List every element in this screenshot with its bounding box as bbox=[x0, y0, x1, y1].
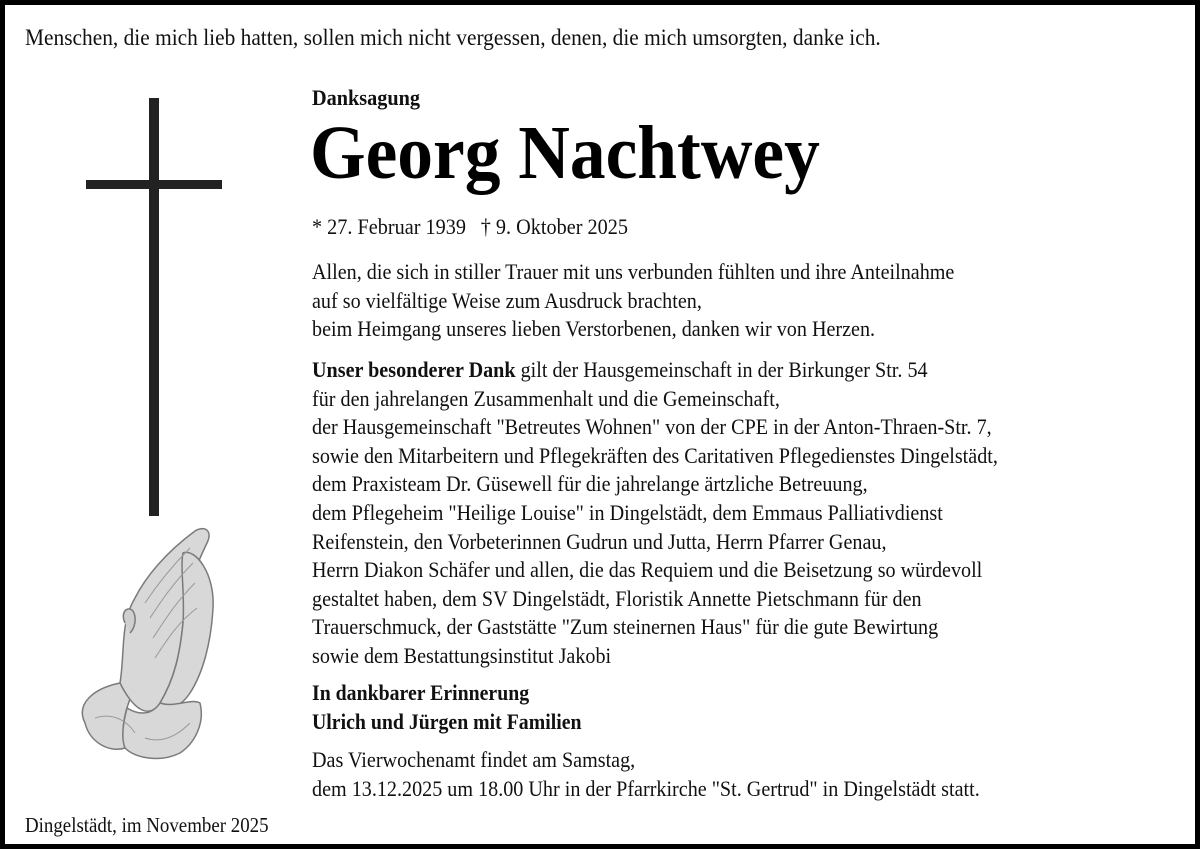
death-date: † 9. Oktober 2025 bbox=[480, 214, 629, 239]
paragraph-line: dem Pflegeheim "Heilige Louise" in Dingelstädt, dem Emmaus Palliativdienst bbox=[312, 499, 943, 525]
paragraph-line: sowie dem Bestattungsinstitut Jakobi bbox=[312, 642, 612, 668]
cross-icon-crossbar bbox=[86, 180, 222, 189]
paragraph-line: der Hausgemeinschaft "Betreutes Wohnen" von der CPE in der Anton-Thraen-Str. 7, bbox=[312, 414, 992, 440]
paragraph-line: dem Praxisteam Dr. Güsewell für die jahrelange ärtzliche Betreuung, bbox=[312, 471, 868, 497]
paragraph-line: auf so vielfältige Weise zum Ausdruck brachten, bbox=[312, 287, 702, 313]
thanks-paragraph bbox=[312, 258, 954, 344]
motto: Menschen, die mich lieb hatten, sollen mich nicht vergessen, denen, die mich umsorgten, danke ich. bbox=[25, 25, 881, 50]
life-dates bbox=[312, 214, 628, 240]
paragraph-line: beim Heimgang unseres lieben Verstorbenen, danken wir von Herzen. bbox=[312, 316, 876, 342]
praying-hands-icon bbox=[65, 513, 245, 773]
paragraph-line: für den jahrelangen Zusammenhalt und die Gemeinschaft, bbox=[312, 385, 780, 411]
paragraph-line: Trauerschmuck, der Gaststätte "Zum steinernen Haus" für die gute Bewirtung bbox=[312, 614, 939, 640]
paragraph-line: Herrn Diakon Schäfer und allen, die das Requiem und die Beisetzung so würdevoll bbox=[312, 557, 983, 583]
signature-line: In dankbarer Erinnerung bbox=[312, 680, 530, 705]
paragraph-line: dem 13.12.2025 um 18.00 Uhr in der Pfarrkirche "St. Gertrud" in Dingelstädt statt. bbox=[312, 775, 980, 801]
paragraph-line: Das Vierwochenamt findet am Samstag, bbox=[312, 747, 636, 772]
special-thanks-first-line: gilt der Hausgemeinschaft in der Birkunger Str. 54 bbox=[515, 357, 928, 382]
special-thanks-paragraph bbox=[312, 356, 998, 671]
paragraph-line: Allen, die sich in stiller Trauer mit uns verbunden fühlten und ihre Anteilnahme bbox=[312, 259, 955, 284]
memorial-service-paragraph bbox=[312, 746, 980, 803]
place-and-date: Dingelstädt, im November 2025 bbox=[25, 813, 269, 837]
signature bbox=[312, 678, 582, 736]
kicker-title: Danksagung bbox=[312, 85, 420, 110]
special-thanks-lead: Unser besonderer Dank bbox=[312, 357, 516, 382]
paragraph-line: gestaltet haben, dem SV Dingelstädt, Floristik Annette Pietschmann für den bbox=[312, 585, 922, 611]
cross-icon bbox=[149, 98, 159, 516]
paragraph-line: Reifenstein, den Vorbeterinnen Gudrun und Jutta, Herrn Pfarrer Genau, bbox=[312, 528, 887, 554]
deceased-name: Georg Nachtwey bbox=[310, 111, 820, 195]
paragraph-line: sowie den Mitarbeitern und Pflegekräften des Caritativen Pflegedienstes Dingelstädt, bbox=[312, 442, 998, 468]
paragraph-line bbox=[312, 356, 998, 385]
signature-line: Ulrich und Jürgen mit Familien bbox=[312, 709, 582, 734]
obituary-notice bbox=[5, 5, 1195, 844]
birth-date: * 27. Februar 1939 bbox=[312, 214, 467, 239]
